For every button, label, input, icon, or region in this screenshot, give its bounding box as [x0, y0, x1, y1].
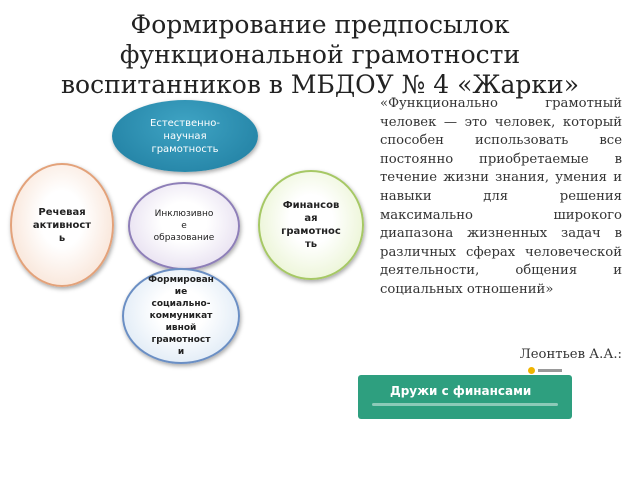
circle-label-line: Естественно- [150, 117, 220, 129]
circle-label-line: ие [174, 287, 188, 297]
logo-dot-icon [528, 367, 535, 374]
circle-label-line: ивной [165, 323, 197, 333]
circle-label-line: Инклюзивно [154, 209, 214, 219]
circle-label-line: е [181, 221, 187, 231]
title-line-2: функциональной грамотности [119, 40, 521, 69]
quote-author: Леонтьев А.А.: [519, 347, 622, 362]
financial-literacy-circle [258, 170, 364, 280]
circle-label-line: социально- [151, 299, 211, 309]
circle-label-line: ть [304, 239, 318, 250]
circle-label-line: ь [58, 232, 66, 244]
natural-science-literacy-circle [112, 100, 258, 172]
banner-subtitle-bar [372, 403, 558, 406]
title-line-1: Формирование предпосылок [130, 10, 510, 39]
social-communicative-literacy-circle [122, 268, 240, 364]
quote-text: «Функционально грамотный человек — это человек, который способен использовать все постоянно приобретаемые в течение жизни знания, умения и навыки для решения максимально широкого диапазона жизненных задач в различных сферах человеческой деятельности, общения и социальных отношений» [380, 96, 622, 297]
circle-label-line: научная [163, 130, 207, 142]
slide-title [40, 10, 600, 100]
circle-label-line: активност [32, 219, 92, 231]
circle-label-line: грамотност [151, 335, 211, 345]
circle-label-line: Формирован [148, 275, 214, 285]
circle-label-line: Речевая [38, 206, 86, 218]
banner-label: Дружи с финансами [390, 384, 532, 398]
circle-label-line: и [177, 347, 185, 357]
circle-label-line: грамотность [151, 143, 219, 155]
circle-label-line: ая [304, 213, 318, 224]
title-line-3: воспитанников в МБДОУ № 4 «Жарки» [60, 70, 580, 99]
circle-label-line: коммуникат [149, 311, 213, 321]
banner-logo-icon [528, 367, 562, 374]
speech-activity-circle [10, 163, 114, 287]
inclusive-education-circle [128, 182, 240, 270]
circle-label-line: грамотнос [281, 226, 341, 237]
circle-label-line: Финансов [282, 200, 340, 211]
druzhi-s-finansami-banner [358, 375, 572, 419]
circle-label-line: образование [153, 233, 215, 243]
logo-line-icon [538, 369, 562, 372]
